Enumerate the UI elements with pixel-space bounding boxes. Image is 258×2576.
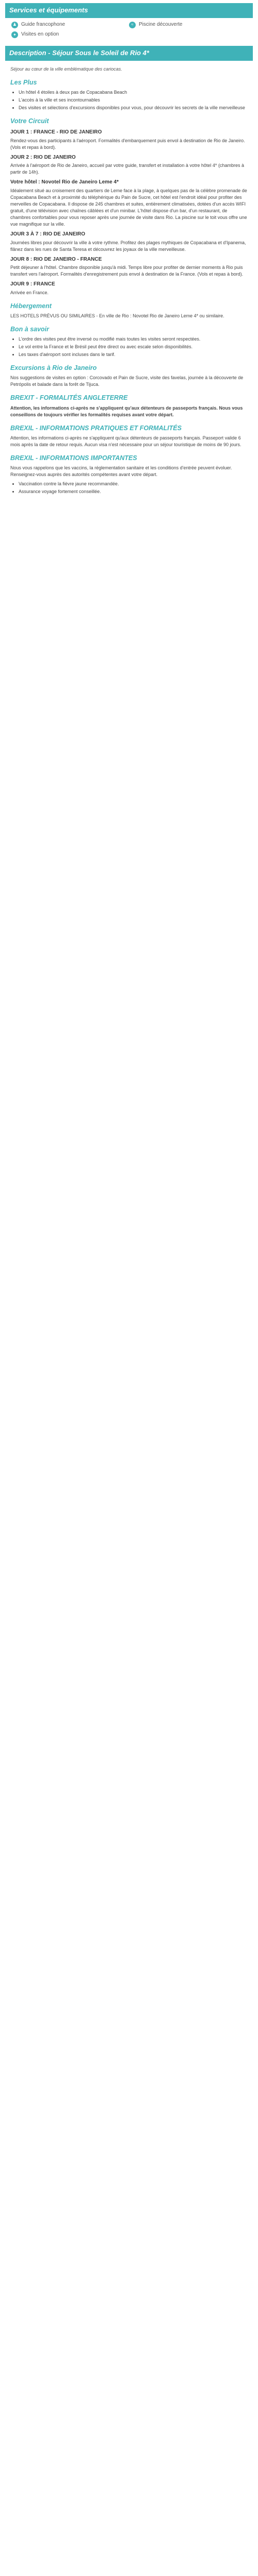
plus-title: Les Plus — [10, 78, 37, 86]
day-title: JOUR 3 À 7 : RIO DE JANEIRO — [10, 231, 86, 238]
plus-list — [10, 89, 248, 111]
excursions-title: Excursions à Rio de Janeiro — [10, 364, 97, 372]
day-block — [10, 256, 248, 278]
service-label: Visites en option — [21, 31, 59, 38]
list-item: • Vaccination contre la fièvre jaune recommandée. — [19, 481, 248, 487]
services-list — [5, 18, 253, 43]
day-text: Idéalement situé au croisement des quartiers de Leme face à la plage, à quelques pas de la célèbre promenade de Copacabana Beach et à proximité du téléphérique du Pain de Sucre, cet hôtel est l'endroit idéal pour profiter des merveilles de Copacabana. Il dispose de 245 chambres et suites, entièrement climatisées, dotées d'un accès WIFI gratuit, d'une télévision avec chaînes câblées et d'un minibar. L'hôtel dispose d'un bar, d'un restaurant, de chambres confortables pour vous reposer après une journée de visite dans Rio. La piscine sur le toit vous offre une vue magnifique sur la ville. — [10, 188, 247, 227]
service-label: Guide francophone — [21, 21, 66, 27]
day-block — [10, 281, 248, 296]
service-item-guide — [11, 21, 129, 29]
day-text: Arrivée en France. — [10, 290, 49, 295]
good-to-know-title: Bon à savoir — [10, 326, 50, 333]
description-body — [5, 61, 253, 506]
day-text: Rendez-vous des participants à l'aéroport. Formalités d'embarquement puis envol à destination de Rio de Janeiro. (Vols et repas à bord). — [10, 138, 245, 150]
brexit-text: Attention, les informations ci-après ne s'appliquent qu'aux détenteurs de passeports français. Nous vous conseillons de toujours vérifier les formalités requises avant votre départ. — [10, 405, 243, 417]
page — [5, 0, 253, 505]
guide-icon: ♟ — [11, 22, 18, 28]
list-item: • L'accès à la ville et ses incontournables — [19, 97, 248, 104]
hotels-text: LES HOTELS PRÉVUS OU SIMILAIRES - En ville de Rio : Novotel Rio de Janeiro Leme 4* ou similaire. — [10, 313, 224, 318]
important-list — [10, 481, 248, 495]
day-text: Journées libres pour découvrir la ville à votre rythme. Profitez des plages mythiques de Copacabana et d'Ipanema, flânez dans les rues de Santa Teresa et découvrez les joyaux de la ville merveilleuse. — [10, 240, 246, 252]
description-subtitle: Séjour au cœur de la ville emblématique des cariocas. — [10, 66, 122, 72]
important-text: Nous vous rappelons que les vaccins, la réglementation sanitaire et les conditions d'entrée peuvent évoluer. Renseignez-vous auprès des autorités compétentes avant votre départ. — [10, 465, 232, 478]
day-title: JOUR 1 : FRANCE - RIO DE JANEIRO — [10, 129, 102, 135]
hotels-title: Hébergement — [10, 302, 52, 310]
service-label: Piscine découverte — [139, 21, 183, 27]
day-block — [10, 179, 248, 228]
important-title: BREXIL - INFORMATIONS IMPORTANTES — [10, 454, 137, 462]
day-title: Votre hôtel : Novotel Rio de Janeiro Leme 4* — [10, 179, 119, 185]
pool-icon: ≈ — [129, 22, 136, 28]
service-item-visits — [11, 31, 129, 39]
day-title: JOUR 8 : RIO DE JANEIRO - FRANCE — [10, 256, 102, 262]
day-title: JOUR 9 : FRANCE — [10, 281, 55, 287]
good-to-know-list — [10, 336, 248, 358]
list-item: • Un hôtel 4 étoiles à deux pas de Copacabana Beach — [19, 89, 248, 96]
day-block — [10, 231, 248, 253]
list-item: • Assurance voyage fortement conseillée. — [19, 488, 248, 495]
list-item: • L'ordre des visites peut être inversé ou modifié mais toutes les visites seront respectées. — [19, 336, 248, 343]
formalities-title: BREXIL - INFORMATIONS PRATIQUES ET FORMALITÉS — [10, 424, 182, 432]
list-item: • Des visites et sélections d'excursions disponibles pour vous, pour découvrir les secrets de la ville merveilleuse — [19, 105, 248, 111]
services-header: Services et équipements — [5, 3, 253, 18]
circuit-title: Votre Circuit — [10, 117, 49, 125]
day-block — [10, 154, 248, 176]
day-block — [10, 129, 248, 151]
day-title: JOUR 2 : RIO DE JANEIRO — [10, 154, 76, 160]
formalities-text: Attention, les informations ci-après ne s'appliquent qu'aux détenteurs de passeports français. Passeport valide 6 mois après la date de retour requis. Aucun visa n'est nécessaire pour un séjour touristique de moins de 90 jours. — [10, 435, 241, 447]
day-text: Petit déjeuner à l'hôtel. Chambre disponible jusqu'à midi. Temps libre pour profiter de dernier moments à Rio puis transfert vers l'aéroport. Formalités d'enregistrement puis envol à destination de la France. (Vols et repas à bord). — [10, 265, 244, 277]
service-item-pool — [129, 21, 247, 29]
description-header: Description - Séjour Sous le Soleil de Rio 4* — [5, 46, 253, 61]
brexit-title: BREXIT - FORMALITÉS ANGLETERRE — [10, 394, 128, 402]
list-item: • Le vol entre la France et le Brésil peut être direct ou avec escale selon disponibilités. — [19, 344, 248, 350]
excursions-text: Nos suggestions de visites en option : Corcovado et Pain de Sucre, visite des favelas, journée à la découverte de Petrópolis et balade dans la forêt de Tijuca. — [10, 375, 244, 387]
day-text: Arrivée à l'aéroport de Rio de Janeiro, accueil par votre guide, transfert et installation à votre hôtel 4* (chambres à partir de 14h). — [10, 163, 244, 175]
list-item: • Les taxes d'aéroport sont incluses dans le tarif. — [19, 351, 248, 358]
visit-icon: ✦ — [11, 31, 18, 38]
